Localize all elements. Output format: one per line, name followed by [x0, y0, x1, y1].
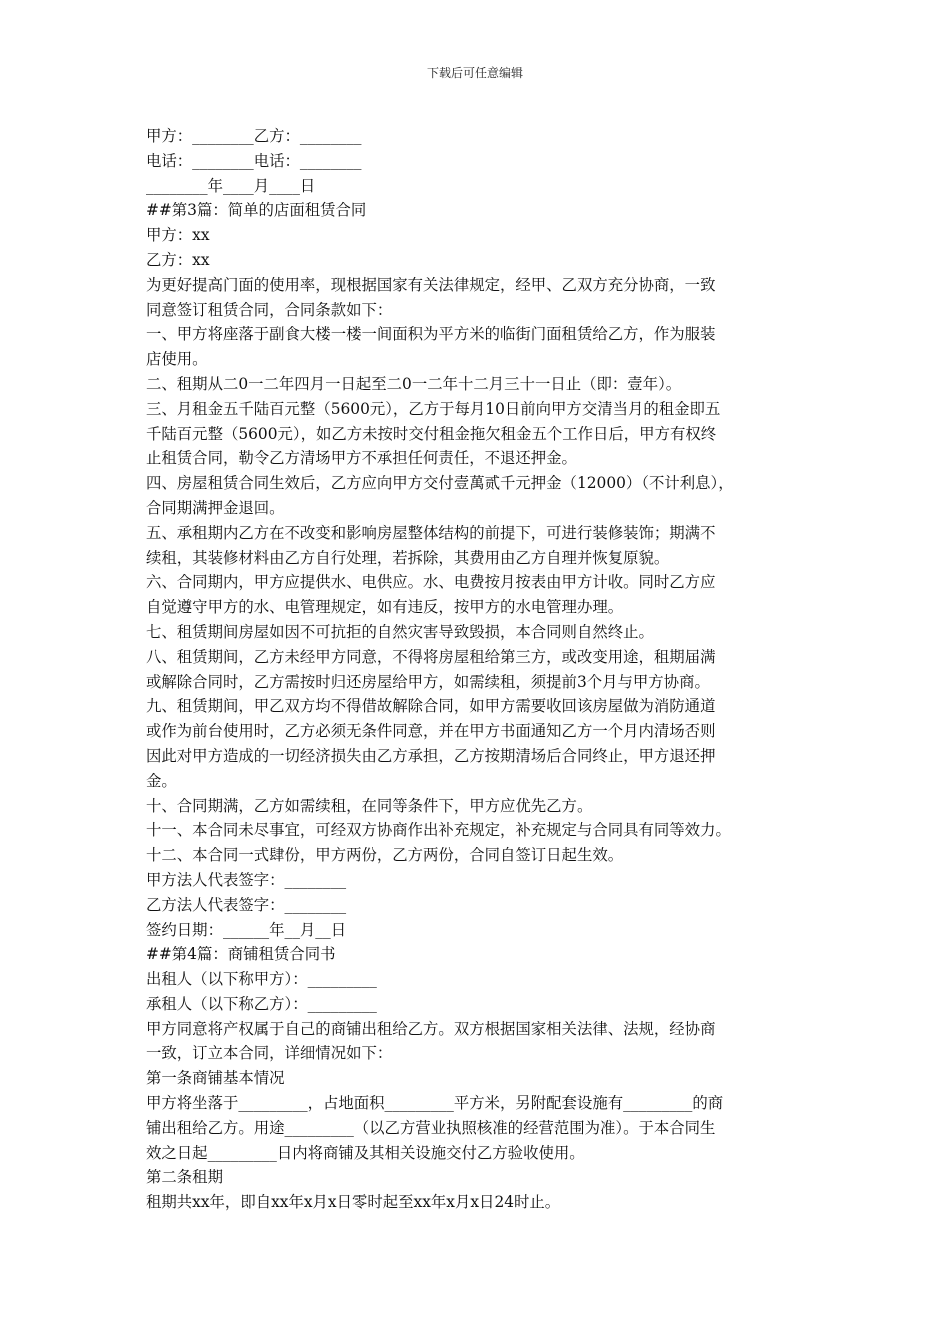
document-body	[146, 124, 814, 1215]
text-line: 或解除合同时，乙方需按时归还房屋给甲方，如需续租，须提前3个月与甲方协商。	[146, 672, 710, 691]
text-line: 店使用。	[146, 350, 208, 369]
text-line: 三、月租金五千陆百元整（5600元），乙方于每月10日前向甲方交清当月的租金即五	[146, 399, 721, 418]
text-line: 同意签订租赁合同，合同条款如下：	[146, 300, 393, 319]
text-line: 因此对甲方造成的一切经济损失由乙方承担，乙方按期清场后合同终止，甲方退还押	[146, 746, 716, 765]
text-line: 第一条商铺基本情况	[146, 1069, 285, 1088]
text-line: 一致，订立本合同，详细情况如下：	[146, 1044, 393, 1063]
text-line: 乙方：xx	[146, 250, 210, 269]
text-line: 乙方法人代表签字：________	[146, 895, 347, 914]
text-line: 出租人（以下称甲方）：_________	[146, 970, 377, 989]
text-line: 电话：________电话：________	[146, 151, 362, 170]
text-line: 五、承租期内乙方在不改变和影响房屋整体结构的前提下，可进行装修装饰；期满不	[146, 523, 716, 542]
text-line: 千陆百元整（5600元），如乙方未按时交付租金拖欠租金五个工作日后，甲方有权终	[146, 424, 717, 443]
text-line: 七、租赁期间房屋如因不可抗拒的自然灾害导致毁损，本合同则自然终止。	[146, 622, 654, 641]
text-line: 四、房屋租赁合同生效后，乙方应向甲方交付壹萬贰千元押金（12000）（不计利息），	[146, 474, 734, 493]
text-line: 八、租赁期间，乙方未经甲方同意，不得将房屋租给第三方，或改变用途，租期届满	[146, 647, 716, 666]
text-line: 二、租期从二0一二年四月一日起至二0一二年十二月三十一日止（即：壹年）。	[146, 374, 682, 393]
text-line: 十一、本合同未尽事宜，可经双方协商作出补充规定，补充规定与合同具有同等效力。	[146, 821, 731, 840]
text-line: 自觉遵守甲方的水、电管理规定，如有违反，按甲方的水电管理办理。	[146, 598, 624, 617]
text-line: 租期共xx年，即自xx年x月x日零时起至xx年x月x日24时止。	[146, 1193, 561, 1212]
text-line: 甲方同意将产权属于自己的商铺出租给乙方。双方根据国家相关法律、法规，经协商	[146, 1019, 716, 1038]
text-line: 十二、本合同一式肆份，甲方两份，乙方两份，合同自签订日起生效。	[146, 846, 624, 865]
text-line: 铺出租给乙方。用途_________（以乙方营业执照核准的经营范围为准）。于本合同生	[146, 1118, 716, 1137]
text-line: 或作为前台使用时，乙方必须无条件同意，并在甲方书面通知乙方一个月内清场否则	[146, 722, 716, 741]
text-line: 止租赁合同，勒令乙方清场甲方不承担任何责任，不退还押金。	[146, 449, 577, 468]
text-line: ##第4篇：商铺租赁合同书	[146, 945, 336, 964]
text-line: 甲方：xx	[146, 226, 210, 245]
text-line: 金。	[146, 771, 177, 790]
text-line: 甲方将坐落于_________，占地面积_________平方米，另附配套设施有_________的商	[146, 1094, 724, 1113]
text-line: 为更好提高门面的使用率，现根据国家有关法律规定，经甲、乙双方充分协商，一致	[146, 275, 716, 294]
text-line: 一、甲方将座落于副食大楼一楼一间面积为平方米的临街门面租赁给乙方，作为服装	[146, 325, 716, 344]
text-line: 效之日起_________日内将商铺及其相关设施交付乙方验收使用。	[146, 1143, 585, 1162]
text-line: 甲方：________乙方：________	[146, 127, 362, 145]
text-line: ________年____月____日	[146, 176, 316, 195]
text-line: 第二条租期	[146, 1168, 223, 1187]
text-line: 甲方法人代表签字：________	[146, 870, 347, 889]
text-line: 六、合同期内，甲方应提供水、电供应。水、电费按月按表由甲方计收。同时乙方应	[146, 573, 716, 592]
text-line: 签约日期：______年__月__日	[146, 920, 347, 939]
text-line: 九、租赁期间，甲乙双方均不得借故解除合同，如甲方需要收回该房屋做为消防通道	[146, 697, 716, 716]
text-line: 续租，其装修材料由乙方自行处理，若拆除，其费用由乙方自理并恢复原貌。	[146, 548, 670, 567]
page-header: 下载后可任意编辑	[426, 66, 523, 80]
text-line: ##第3篇：简单的店面租赁合同	[146, 201, 367, 220]
text-line: 承租人（以下称乙方）：_________	[146, 994, 377, 1013]
text-line: 合同期满押金退回。	[146, 498, 285, 517]
text-line: 十、合同期满，乙方如需续租，在同等条件下，甲方应优先乙方。	[146, 796, 593, 815]
